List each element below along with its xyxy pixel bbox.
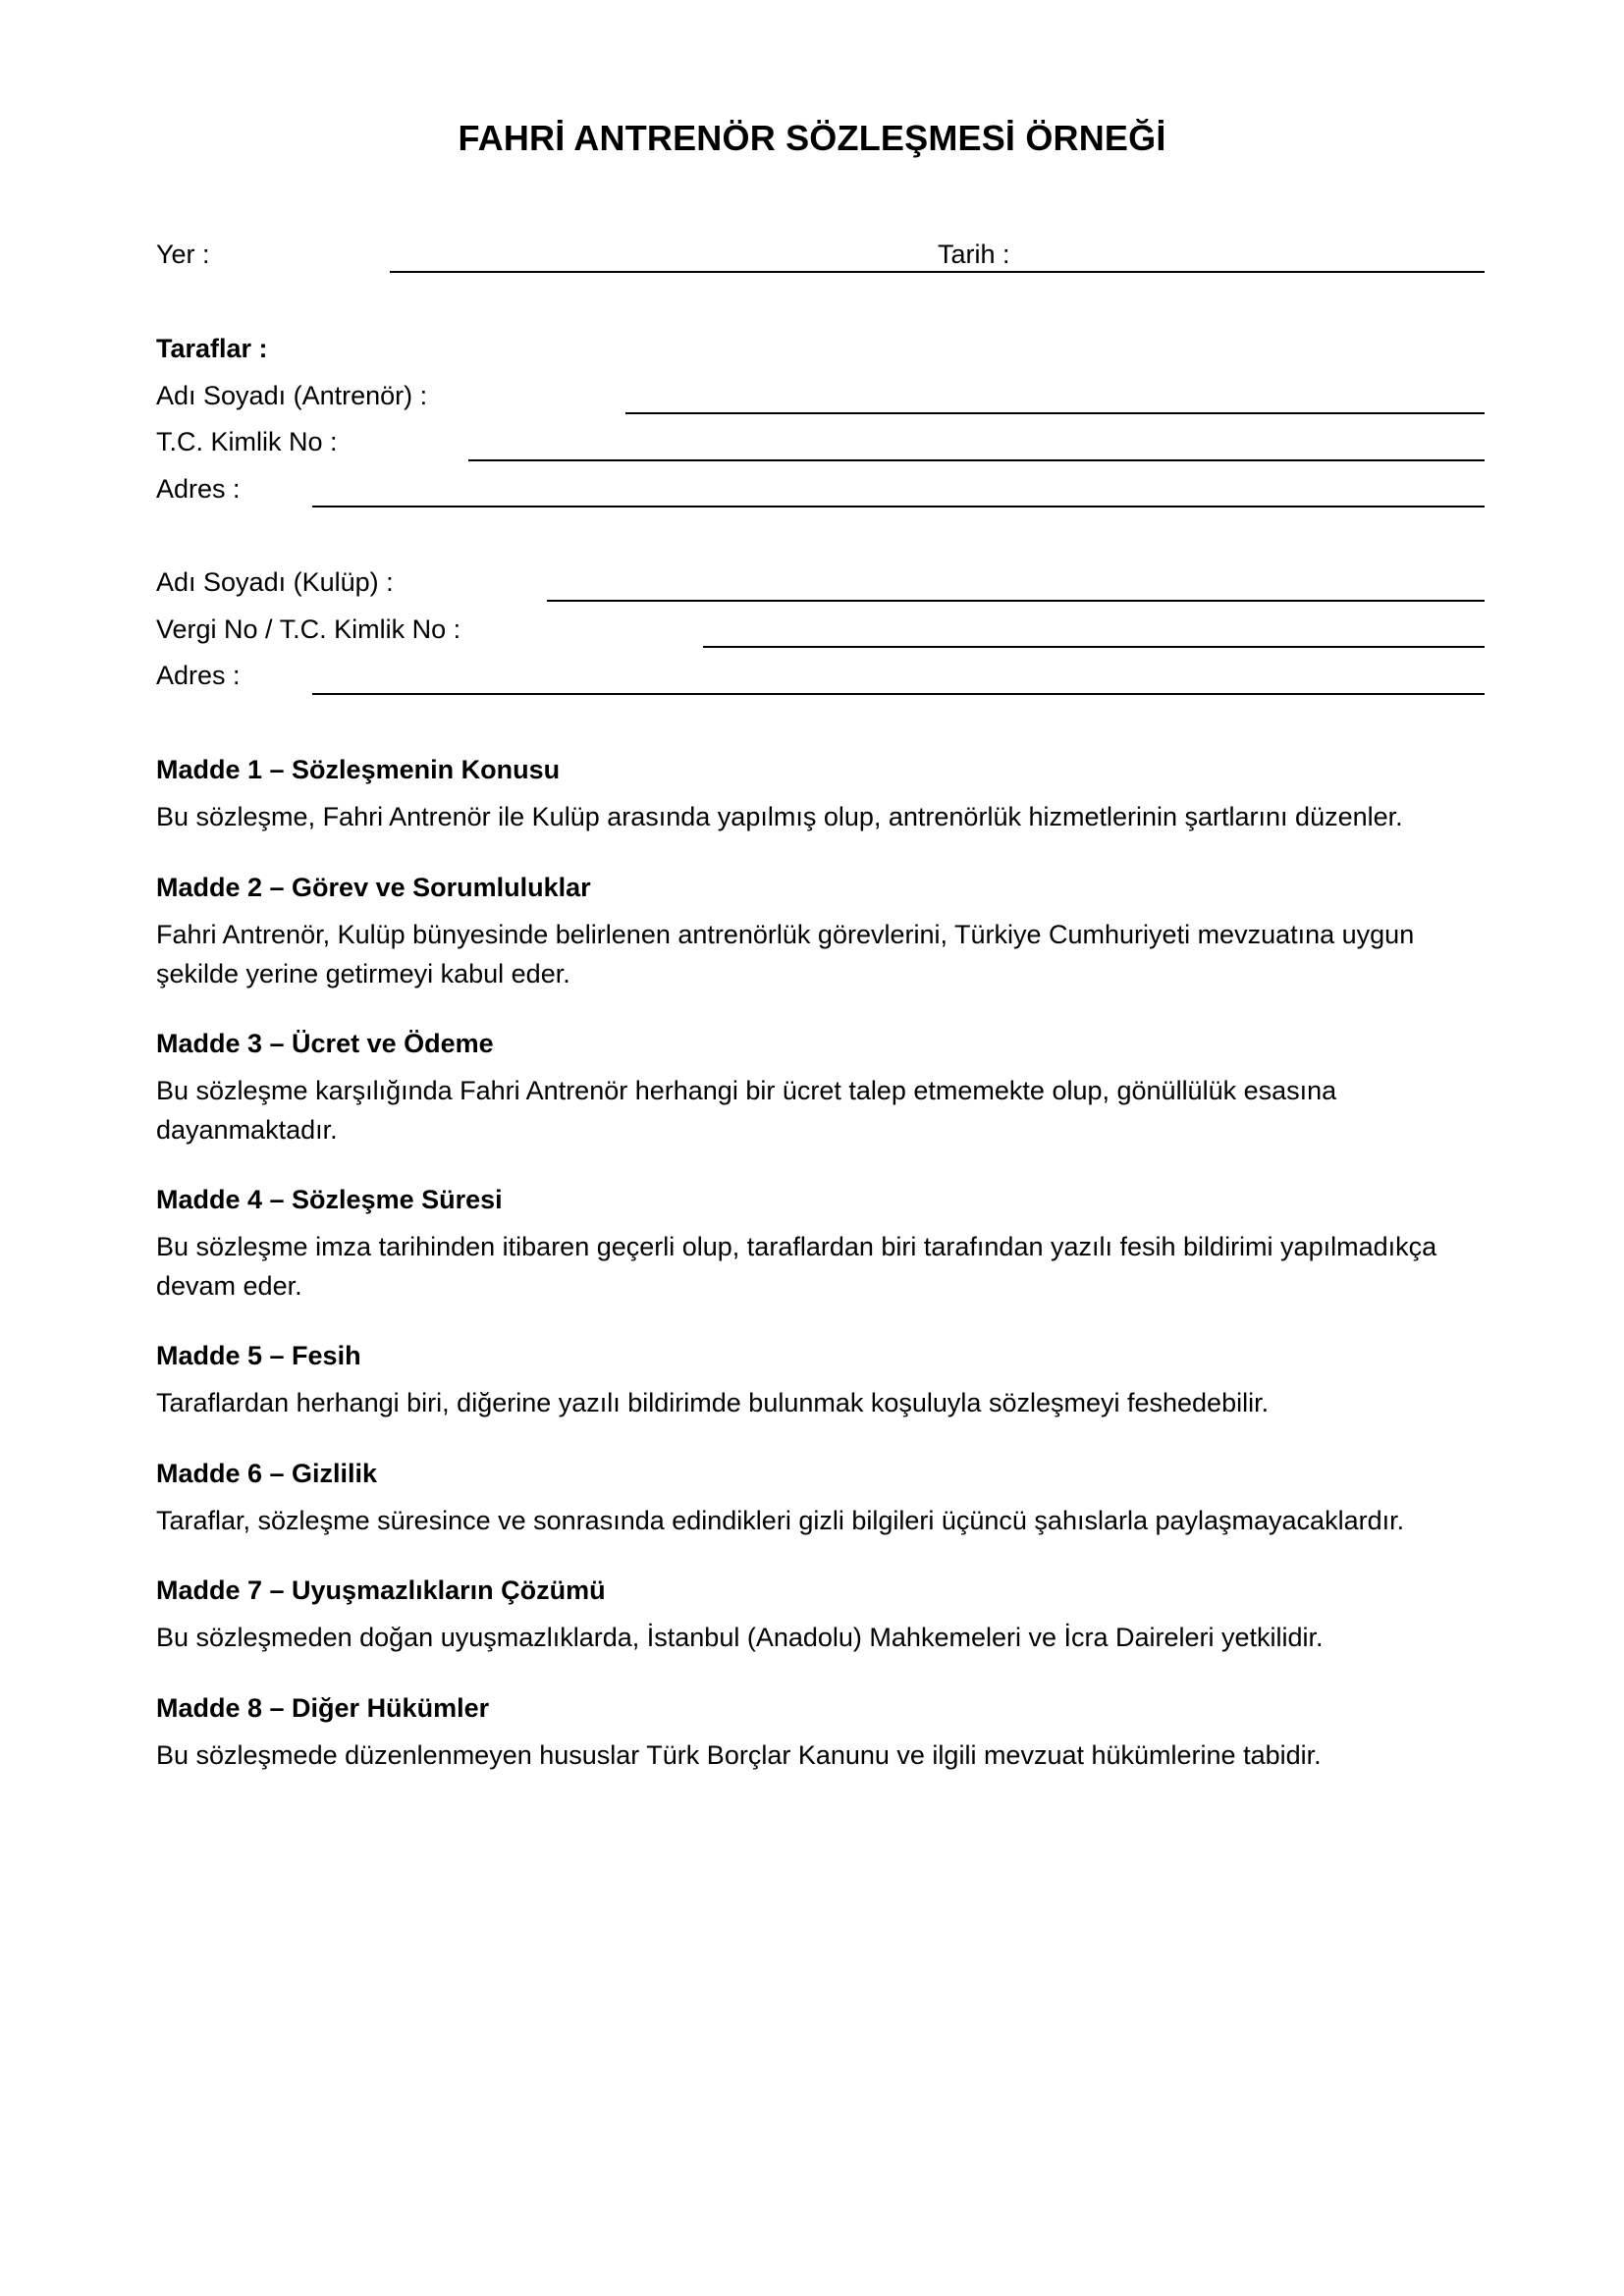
coach-name-label: Adı Soyadı (Antrenör) :	[156, 381, 428, 410]
article-2-text: Fahri Antrenör, Kulüp bünyesinde belirlenen antrenörlük görevlerini, Türkiye Cumhuriyeti mevzuatına uygun şekilde yerine getirmeyi kabul eder.	[156, 920, 1415, 988]
article-8-heading: Madde 8 – Diğer Hükümler	[156, 1693, 490, 1723]
article-7-heading: Madde 7 – Uyuşmazlıkların Çözümü	[156, 1575, 606, 1605]
article-6-text: Taraflar, sözleşme süresince ve sonrasında edindikleri gizli bilgileri üçüncü şahıslarla paylaşmayacaklardır.	[156, 1506, 1405, 1535]
article-3-text: Bu sözleşme karşılığında Fahri Antrenör herhangi bir ücret talep etmemekte olup, gönüllülük esasına dayanmaktadır.	[156, 1076, 1337, 1145]
article-3-heading: Madde 3 – Ücret ve Ödeme	[156, 1029, 494, 1058]
page-title: FAHRİ ANTRENÖR SÖZLEŞMESİ ÖRNEĞİ	[458, 118, 1166, 158]
article-1-heading: Madde 1 – Sözleşmenin Konusu	[156, 755, 561, 784]
article-5-text: Taraflardan herhangi biri, diğerine yazılı bildirimde bulunmak koşuluyla sözleşmeyi feshedebilir.	[156, 1388, 1270, 1417]
article-2-heading: Madde 2 – Görev ve Sorumluluklar	[156, 873, 591, 902]
coach-address-fill-line	[312, 506, 1485, 507]
club-id-label: Vergi No / T.C. Kimlik No :	[156, 614, 461, 644]
article-6-heading: Madde 6 – Gizlilik	[156, 1459, 378, 1488]
coach-id-fill-line	[468, 459, 1485, 461]
club-id-fill-line	[703, 646, 1485, 648]
club-name-fill-line	[547, 600, 1485, 602]
tarih-fill-line	[938, 271, 1485, 273]
coach-name-fill-line	[625, 412, 1485, 414]
coach-id-label: T.C. Kimlik No :	[156, 427, 338, 456]
parties-heading: Taraflar :	[156, 334, 268, 363]
yer-fill-line	[390, 271, 940, 273]
article-7-text: Bu sözleşmeden doğan uyuşmazlıklarda, İstanbul (Anadolu) Mahkemeleri ve İcra Daireleri yetkilidir.	[156, 1623, 1324, 1652]
article-1-text: Bu sözleşme, Fahri Antrenör ile Kulüp arasında yapılmış olup, antrenörlük hizmetlerinin şartlarını düzenler.	[156, 802, 1403, 831]
tarih-label: Tarih :	[938, 240, 1010, 269]
article-4-text: Bu sözleşme imza tarihinden itibaren geçerli olup, taraflardan biri tarafından yazılı fesih bildirimi yapılmadıkça devam eder.	[156, 1232, 1437, 1301]
club-address-fill-line	[312, 693, 1485, 695]
yer-label: Yer :	[156, 240, 210, 269]
article-8-text: Bu sözleşmede düzenlenmeyen hususlar Türk Borçlar Kanunu ve ilgili mevzuat hükümlerine tabidir.	[156, 1740, 1322, 1770]
club-address-label: Adres :	[156, 661, 241, 690]
club-name-label: Adı Soyadı (Kulüp) :	[156, 567, 394, 597]
article-4-heading: Madde 4 – Sözleşme Süresi	[156, 1185, 503, 1214]
article-5-heading: Madde 5 – Fesih	[156, 1341, 361, 1370]
coach-address-label: Adres :	[156, 474, 241, 504]
